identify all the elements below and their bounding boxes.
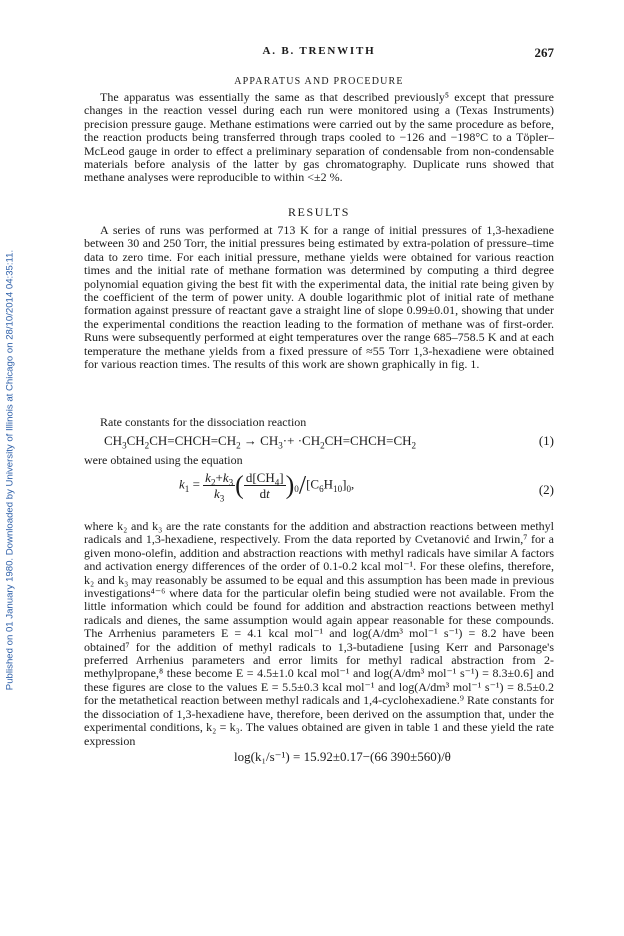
results-paragraph-3: were obtained using the equation xyxy=(84,453,243,467)
equation-1-body: $CH_3CH_2CH=CHCH=CH_2 \to CH_3\cdot+$ $\cdot CH_2CH=CHCH=CH_2$ xyxy=(104,433,417,451)
download-watermark-text: Published on 01 January 1980. Downloaded by University of Illinois at Chicago on 28/10/2014 04:35:11. xyxy=(4,249,16,691)
equation-3-body: log(k₁/s⁻¹) = 15.92±0.17−(66 390±560)/θ xyxy=(234,749,451,764)
apparatus-paragraph: The apparatus was essentially the same as that described previously⁵ except that pressure changes in the reaction vessel during each run were monitored using a (Texas Instruments) precision pressure gauge. Methane estimations were carried out by the same procedure as before, the reaction products being transferred through traps cooled to −126 and −198°C to a Töpler–McLeod gauge in order to effect a preliminary separation of condensable from non-condensable materials before analysis of the latter by gas chromatography. Duplicate runs showed that methane analyses were reproducible to within <±2 %. xyxy=(84,90,554,185)
section-heading-results: RESULTS xyxy=(287,205,351,219)
results-paragraph-4: where k₂ and k₃ are the rate constants for the addition and abstraction reactions between methyl radicals and 1,3-hexadiene, respectively. From the data reported by Cvetanović and Irwin,⁷ for a given mono-olefin, addition and abstraction reactions with methyl radicals have similar A factors and activation energy differences of the order of 0.1-0.2 kcal mol⁻¹. For these olefins, therefore, k₂ and k₃ may reasonably be assumed to be equal and this assumption has been made in previous investigations⁴⁻⁶ where data for the particular olefin being studied were not available. From the little information which could be found for addition and abstraction reactions between methyl radicals and dienes, the same assumption would again appear reasonable for these compounds. The Arrhenius parameters E = 4.1 kcal mol⁻¹ and log(A/dm³ mol⁻¹ s⁻¹) = 8.2 have been obtained⁷ for the addition of methyl radicals to 1,3-butadiene [using Kerr and Parsonage's preferred Arrhenius parameters and error limits for methyl radical abstraction from 2-methylpropane,⁸ these become E = 4.5±1.0 kcal mol⁻¹ and log(A/dm³ mol⁻¹ s⁻¹) = 8.3±0.6] and these figures are close to the values E = 5.5±0.3 kcal mol⁻¹ and log(A/dm³ mol⁻¹ s⁻¹) = 8.5±0.2 for the metathetical reaction between methyl radicals and 1,4-cyclohexadiene.⁹ Rate constants for the dissociation of 1,3-hexadiene have, therefore, been derived on the assumption that, under the experimental conditions, k₂ = k₃. The values obtained are given in table 1 and these yield the rate expression xyxy=(84,519,554,748)
section-heading-apparatus: APPARATUS AND PROCEDURE xyxy=(234,76,404,87)
running-header-author: A. B. TRENWITH xyxy=(262,45,376,57)
results-paragraph-2: Rate constants for the dissociation reaction xyxy=(100,415,307,429)
equation-2-number: (2) xyxy=(538,482,554,497)
equation-1 xyxy=(84,433,554,451)
page-number: 267 xyxy=(534,45,554,60)
equation-2-body: $k_1$ = $\frac{k_2+k_3}{k_3}$ ( $\frac{d[CH_4]}{dt}$ )$_0/[C_6H_{10}]_0$, xyxy=(179,470,355,504)
download-watermark xyxy=(0,110,20,830)
running-header xyxy=(84,45,554,61)
equation-3 xyxy=(84,749,554,767)
equation-2 xyxy=(84,470,554,514)
results-paragraph-1: A series of runs was performed at 713 K for a range of initial pressures of 1,3-hexadiene between 30 and 250 Torr, the initial pressures being estimated by extra-polation of pressure–time data to zero time. For each initial pressure, methane yields were obtained for various reaction times and the initial rate of methane formation was determined by computing a third degree polynomial equation giving the best fit with the experimental data, the initial rate being given by the coefficient of the term of power unity. A double logarithmic plot of initial rate of methane formation against pressure of reactant gave a straight line of slope 0.99±0.01, showing that under the experimental conditions the reaction leading to the formation of methane was of first-order. Runs were subsequently performed at eight temperatures over the range 685–758.5 K and at each temperature the methane yields from a fixed pressure of ≈55 Torr 1,3-hexadiene were obtained for various reaction times. The results of this work are shown graphically in fig. 1. xyxy=(84,223,554,372)
equation-1-number: (1) xyxy=(538,433,554,448)
